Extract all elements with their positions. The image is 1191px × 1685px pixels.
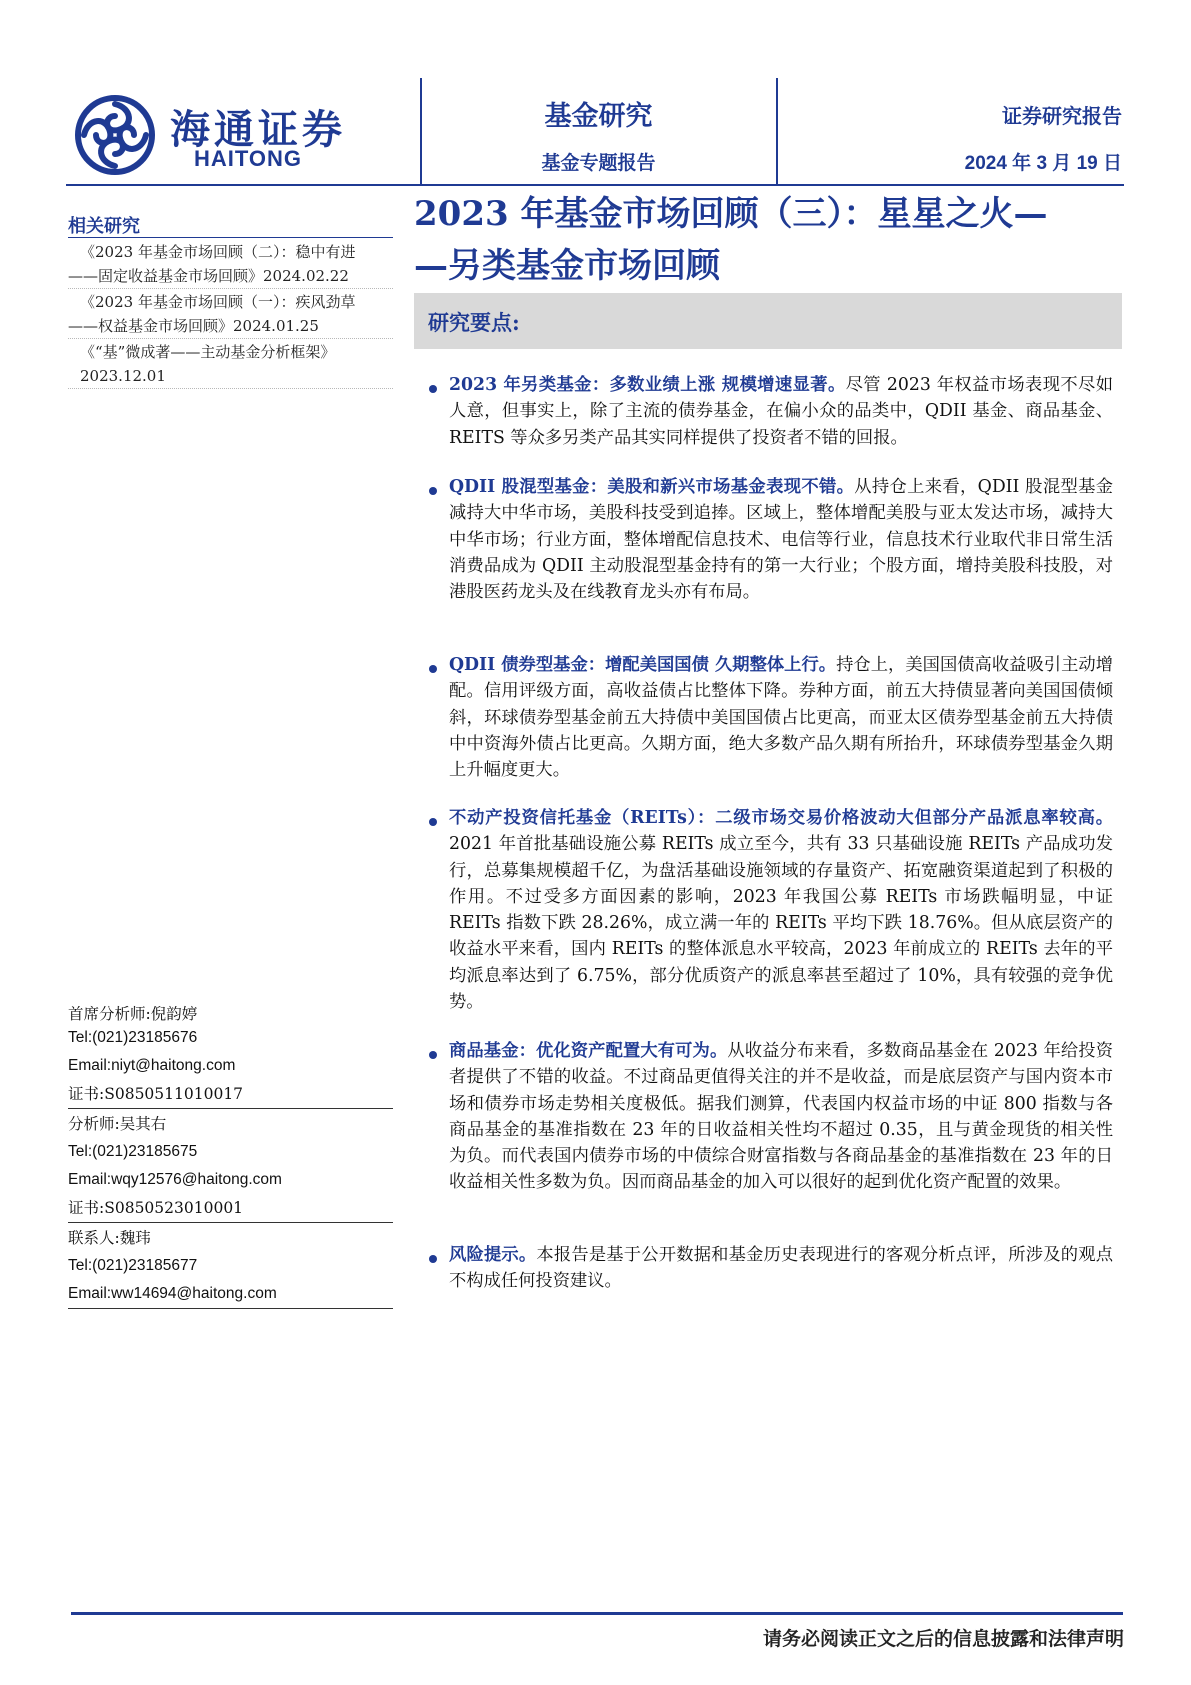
bullet-icon xyxy=(429,487,437,495)
related-item-line2: ——固定收益基金市场回顾》2024.02.22 xyxy=(68,267,349,285)
report-date: 2024 年 3 月 19 日 xyxy=(964,153,1122,174)
contact-name: 联系人:魏玮 xyxy=(68,1229,151,1247)
analyst-separator xyxy=(68,1108,393,1109)
related-item[interactable] xyxy=(68,240,393,289)
bullet-icon xyxy=(429,818,437,826)
bullet-icon xyxy=(429,1051,437,1059)
key-point xyxy=(449,1242,1113,1295)
key-point-lead: QDII 股混型基金：美股和新兴市场基金表现不错。 xyxy=(449,477,855,497)
analyst-name: 分析师:吴其右 xyxy=(68,1115,167,1133)
key-point xyxy=(449,372,1113,451)
key-point xyxy=(449,805,1113,1015)
footer-rule xyxy=(71,1612,1123,1615)
key-point-lead: QDII 债券型基金：增配美国国债 久期整体上行。 xyxy=(449,655,837,675)
bullet-icon xyxy=(429,1255,437,1263)
logo-chinese-name: 海通证券 xyxy=(170,106,346,153)
contact-tel: Tel:(021)23185677 xyxy=(68,1257,198,1274)
analyst-email[interactable]: Email:wqy12576@haitong.com xyxy=(68,1171,282,1188)
related-item[interactable] xyxy=(68,290,393,339)
analyst-cert: 证书:S0850523010001 xyxy=(68,1199,244,1217)
bullet-icon xyxy=(429,385,437,393)
contact-email[interactable]: Email:ww14694@haitong.com xyxy=(68,1285,277,1302)
related-item[interactable] xyxy=(68,340,393,389)
analyst-separator xyxy=(68,1308,393,1309)
key-point-lead: 商品基金：优化资产配置大有可为。 xyxy=(449,1041,728,1061)
related-item-line2: 2023.12.01 xyxy=(80,367,166,385)
key-point-body: 尽管 2023 年权益市场表现不尽如人意，但事实上，除了主流的债券基金，在偏小众的品类中，QDII 基金、商品基金、REITS 等众多另类产品其实同样提供了投资者不错的回报。 xyxy=(449,375,1114,448)
key-point-lead: 风险提示。 xyxy=(449,1245,537,1265)
report-title-line2: —另类基金市场回顾 xyxy=(414,246,720,286)
key-points-banner xyxy=(414,293,1122,349)
analyst-separator xyxy=(68,1222,393,1223)
related-research-list xyxy=(68,240,393,390)
analyst-tel: Tel:(021)23185675 xyxy=(68,1143,198,1160)
analyst-email[interactable]: Email:niyt@haitong.com xyxy=(68,1057,236,1074)
analyst-tel: Tel:(021)23185676 xyxy=(68,1029,198,1046)
report-subcategory: 基金专题报告 xyxy=(541,152,656,174)
key-point-lead: 不动产投资信托基金（REITs）：二级市场交易价格波动大但部分产品派息率较高。 xyxy=(449,808,1113,828)
related-item-line1: 《“基”微成著——主动基金分析框架》 xyxy=(80,343,336,361)
haitong-emblem-icon xyxy=(74,94,156,176)
related-item-line2: ——权益基金市场回顾》2024.01.25 xyxy=(68,317,319,335)
logo-english-name: HAITONG xyxy=(194,146,303,171)
report-type: 证券研究报告 xyxy=(1002,104,1122,128)
related-research-heading: 相关研究 xyxy=(68,216,140,237)
analyst-cert: 证书:S0850511010017 xyxy=(68,1085,244,1103)
haitong-logo xyxy=(74,94,364,184)
disclaimer-notice[interactable]: 请务必阅读正文之后的信息披露和法律声明 xyxy=(762,1628,1124,1650)
key-point xyxy=(449,474,1113,605)
key-point-lead: 2023 年另类基金：多数业绩上涨 规模增速显著。 xyxy=(449,375,846,395)
report-title-line1: 2023 年基金市场回顾（三）：星星之火— xyxy=(414,194,1048,234)
key-point-body: 持仓上，美国国债高收益吸引主动增配。信用评级方面，高收益债占比整体下降。券种方面，前五大持债显著向美国国债倾斜，环球债券型基金前五大持债中美国国债占比更高，而亚太区债券型基金前五大持债中中资海外债占比更高。久期方面，绝大多数产品久期有所抬升，环球债券型基金久期上升幅度更大。 xyxy=(449,655,1113,781)
key-point-body: 2021 年首批基础设施公募 REITs 成立至今，共有 33 只基础设施 REITs 产品成功发行，总募集规模超千亿，为盘活基础设施领域的存量资产、拓宽融资渠道起到了积极的作用。不过受多方面因素的影响，2023 年我国公募 REITs 市场跌幅明显，中证 REITs 指数下跌 28.26%，成立满一年的 REITs 平均下跌 18.76%。但从底层资产的收益水平来看，国内 REITs 的整体派息水平较高，2023 年前成立的 REITs 去年的平均派息率达到了 6.75%，部分优质资产的派息率甚至超过了 10%，具有较强的竞争优势。 xyxy=(449,834,1113,1013)
related-heading-rule xyxy=(68,237,393,238)
related-item-line1: 《2023 年基金市场回顾（二）：稳中有进 xyxy=(80,243,356,261)
related-item-line1: 《2023 年基金市场回顾（一）：疾风劲草 xyxy=(80,293,356,311)
analyst-contacts xyxy=(68,1000,393,1315)
analyst-name: 首席分析师:倪韵婷 xyxy=(68,1005,198,1023)
header-divider-right xyxy=(776,78,778,184)
report-title xyxy=(414,188,1134,292)
key-points-label: 研究要点: xyxy=(428,310,520,335)
key-point-body: 本报告是基于公开数据和基金历史表现进行的客观分析点评，所涉及的观点不构成任何投资建议。 xyxy=(449,1245,1113,1292)
bullet-icon xyxy=(429,665,437,673)
key-point xyxy=(449,652,1113,783)
report-category: 基金研究 xyxy=(544,101,653,132)
key-point xyxy=(449,1038,1113,1196)
header-rule xyxy=(66,184,1124,186)
key-point-body: 从持仓上来看，QDII 股混型基金减持大中华市场，美股科技受到追捧。区域上，整体增配美股与亚太发达市场，减持大中华市场；行业方面，整体增配信息技术、电信等行业，信息技术行业取代非日常生活消费品成为 QDII 主动股混型基金持有的第一大行业；个股方面，增持美股科技股，对港股医药龙头及在线教育龙头亦有布局。 xyxy=(449,477,1113,603)
key-point-body: 从收益分布来看，多数商品基金在 2023 年给投资者提供了不错的收益。不过商品更值得关注的并不是收益，而是底层资产与国内资本市场和债券市场走势相关度极低。据我们测算，代表国内权益市场的中证 800 指数与各商品基金的基准指数在 23 年的日收益相关性均不超过 0.35，且与黄金现货的相关性为负。而代表国内债券市场的中债综合财富指数与各商品基金的基准指数在 23 年的日收益相关性多数为负。因而商品基金的加入可以很好的起到优化资产配置的效果。 xyxy=(449,1041,1113,1193)
